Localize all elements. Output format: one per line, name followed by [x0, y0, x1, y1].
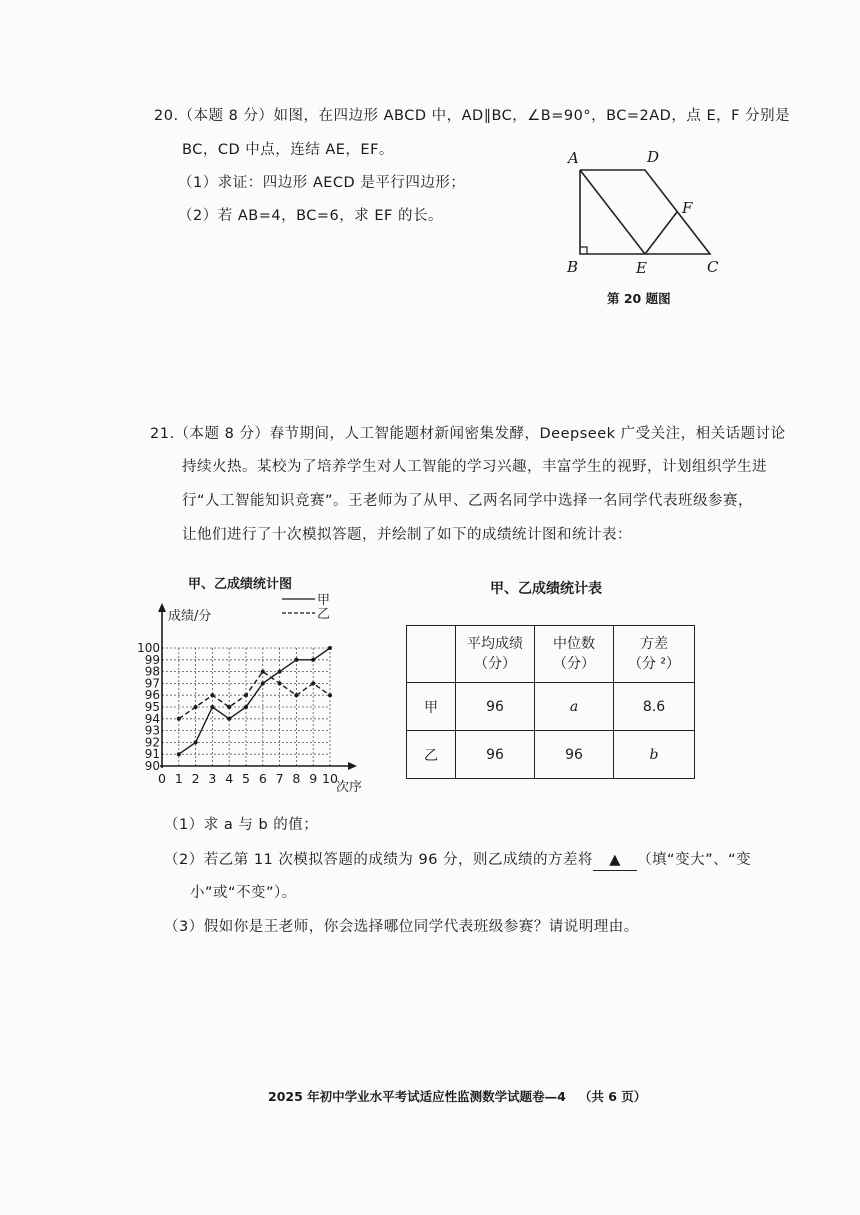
- table-header-row: [407, 626, 695, 683]
- yi-median: 96: [535, 731, 614, 779]
- x-tick-label: 9: [309, 771, 318, 786]
- segment-ae: [580, 170, 645, 254]
- q21-sub1: （1）求 a 与 b 的值；: [164, 817, 319, 833]
- row-name-yi: 乙: [407, 731, 456, 779]
- data-point-series-1: [311, 658, 315, 662]
- y-tick-label: 95: [144, 700, 160, 714]
- chart-title: 甲、乙成绩统计图: [188, 577, 293, 592]
- data-point-series-2: [244, 693, 248, 697]
- y-tick-label: 99: [144, 652, 160, 667]
- score-line-chart: [137, 568, 380, 800]
- data-point-series-1: [227, 717, 231, 721]
- q21-line2: 持续火热。某校为了培养学生对人工智能的学习兴趣，丰富学生的视野，计划组织学生进: [182, 459, 767, 475]
- x-axis-label: 次序: [336, 780, 363, 795]
- y-tick-label: 90: [144, 759, 160, 773]
- row-name-jia: 甲: [407, 683, 456, 731]
- y-tick-label: 96: [144, 688, 160, 703]
- yi-variance: b: [614, 731, 695, 779]
- score-statistics-table: [406, 625, 695, 779]
- header-mean: 平均成绩 （分）: [456, 626, 535, 683]
- y-tick-label: 93: [144, 723, 160, 738]
- y-axis-label: 成绩/分: [168, 609, 212, 624]
- y-tick-label: 92: [144, 735, 160, 750]
- data-point-series-1: [328, 646, 332, 650]
- answer-blank: [593, 850, 637, 871]
- header-median: 中位数 （分）: [535, 626, 614, 683]
- q21-sub3: （3）假如你是王老师，你会选择哪位同学代表班级参赛？请说明理由。: [164, 919, 639, 935]
- label-d: D: [647, 148, 660, 166]
- data-point-series-1: [244, 705, 248, 709]
- x-axis-arrow: [348, 762, 357, 770]
- q20-line2: BC，CD 中点，连结 AE，EF。: [182, 142, 394, 158]
- data-point-series-2: [210, 693, 214, 697]
- q20-line1: 20.（本题 8 分）如图，在四边形 ABCD 中，AD∥BC，∠B=90°，BC=2AD，点 E，F 分别是: [154, 108, 791, 124]
- data-point-series-1: [261, 681, 265, 685]
- segment-ef: [645, 212, 677, 254]
- label-c: C: [707, 258, 719, 276]
- data-point-series-2: [177, 717, 181, 721]
- q20-sub2: （2）若 AB=4，BC=6，求 EF 的长。: [178, 208, 443, 224]
- q21-line4: 让他们进行了十次模拟答题，并绘制了如下的成绩统计图和统计表：: [182, 527, 632, 543]
- q20-sub1: （1）求证：四边形 AECD 是平行四边形；: [178, 175, 466, 191]
- label-b: B: [567, 258, 579, 276]
- data-point-series-1: [210, 705, 214, 709]
- series-line-1: [179, 648, 330, 754]
- table-title: 甲、乙成绩统计表: [490, 581, 602, 597]
- x-tick-label: 5: [242, 771, 250, 786]
- y-tick-label: 94: [144, 711, 160, 726]
- legend-label-2: 乙: [317, 607, 331, 622]
- data-point-series-2: [328, 693, 332, 697]
- x-tick-label: 0: [158, 771, 166, 786]
- y-tick-label: 100: [137, 641, 160, 655]
- x-tick-label: 2: [191, 771, 200, 786]
- data-point-series-1: [194, 740, 198, 744]
- table-row: [407, 683, 695, 731]
- x-tick-label: 7: [275, 771, 284, 786]
- blank-triangle-mark: ▲: [609, 852, 621, 868]
- data-point-series-2: [294, 693, 298, 697]
- data-point-series-1: [278, 670, 282, 674]
- label-f: F: [682, 199, 693, 217]
- label-e: E: [636, 259, 647, 277]
- q20-figure-caption: 第 20 题图: [607, 291, 671, 306]
- y-tick-label: 98: [144, 664, 160, 679]
- x-tick-label: 8: [292, 771, 301, 786]
- data-point-series-2: [261, 670, 265, 674]
- x-tick-label: 1: [174, 771, 183, 786]
- x-tick-label: 6: [258, 771, 267, 786]
- q20-figure: [550, 140, 750, 275]
- jia-median: a: [535, 683, 614, 731]
- q21-sub2-line2: 小”或“不变”）。: [190, 885, 297, 901]
- yi-mean: 96: [456, 731, 535, 779]
- page-footer: 2025 年初中学业水平考试适应性监测数学试题卷—4 （共 6 页）: [268, 1089, 647, 1104]
- data-point-series-1: [294, 658, 298, 662]
- y-axis-arrow: [158, 603, 166, 612]
- q21-sub2-line1: （2）若乙第 11 次模拟答题的成绩为 96 分，则乙成绩的方差将 ▲ （填“变大”、“变: [164, 850, 751, 871]
- data-point-series-2: [278, 681, 282, 685]
- right-angle-mark: [580, 247, 587, 254]
- table-corner-cell: [407, 626, 456, 683]
- y-tick-label: 91: [144, 747, 160, 762]
- q21-line1: 21.（本题 8 分）春节期间，人工智能题材新闻密集发酵，Deepseek 广受关注，相关话题讨论: [150, 426, 786, 442]
- q21-line3: 行“人工智能知识竞赛”。王老师为了从甲、乙两名同学中选择一名同学代表班级参赛，: [182, 493, 754, 509]
- jia-variance: 8.6: [614, 683, 695, 731]
- data-point-series-2: [311, 681, 315, 685]
- y-tick-label: 97: [144, 676, 160, 691]
- data-point-series-1: [177, 752, 181, 756]
- label-a: A: [568, 149, 579, 167]
- x-tick-label: 4: [225, 771, 234, 786]
- data-point-series-2: [227, 705, 231, 709]
- jia-mean: 96: [456, 683, 535, 731]
- table-row: [407, 731, 695, 779]
- legend-label-1: 甲: [317, 593, 331, 608]
- x-tick-label: 3: [208, 771, 217, 786]
- header-variance: 方差 （分 ²）: [614, 626, 695, 683]
- data-point-series-2: [194, 705, 198, 709]
- x-tick-label: 10: [322, 771, 338, 786]
